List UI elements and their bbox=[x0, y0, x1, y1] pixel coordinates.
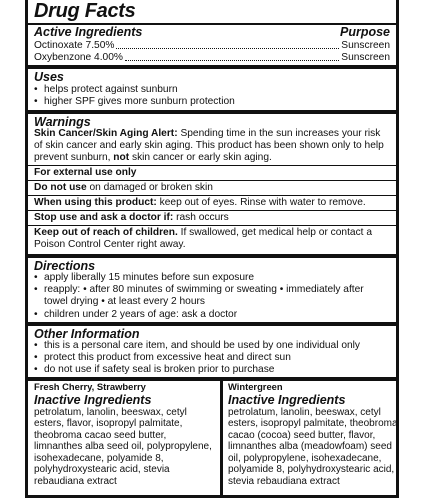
list-item: • do not use if safety seal is broken prior to purchase bbox=[34, 364, 390, 376]
list-item: • apply liberally 15 minutes before sun exposure bbox=[34, 272, 390, 284]
directions-heading: Directions bbox=[34, 259, 96, 273]
divider-thin bbox=[28, 210, 396, 211]
inactive-left-column bbox=[34, 381, 216, 487]
keep-out-of-reach bbox=[34, 227, 390, 251]
active-ingredient: Oxybenzone 4.00% bbox=[34, 52, 123, 63]
list-item: • children under 2 years of age: ask a doctor bbox=[34, 309, 390, 321]
do-not-use bbox=[34, 182, 390, 194]
list-item: • this is a personal care item, and should be used by one individual only bbox=[34, 340, 390, 352]
active-row bbox=[34, 40, 390, 52]
leader-dots bbox=[116, 40, 339, 49]
active-purpose: Sunscreen bbox=[341, 40, 390, 51]
inactive-text: petrolatum, lanolin, beeswax, cetyl esters, flavor, isopropyl palmitate, theobroma cacao seed butter, limnanthes alba seed oil, polypropylene, isohexadecane, polyamide 8, polyhydroxystearic acid, stevia rebaudiana extract bbox=[34, 406, 212, 487]
drug-facts-panel bbox=[25, 0, 399, 498]
alert-label: Skin Cancer/Skin Aging Alert: bbox=[34, 128, 178, 139]
uses-list bbox=[34, 84, 390, 108]
inactive-text: petrolatum, lanolin, beeswax, cetyl esters, isopropyl palmitate, theobroma cacao (cocoa) seed butter, flavor, limnanthes alba (meadowfoam) seed oil, polypropylene, isohexadecane, polyamide 8, polyhydroxystearic acid, stevia rebaudiana extract bbox=[228, 406, 398, 487]
when-using-label: When using this product: bbox=[34, 197, 157, 208]
divider-active bbox=[28, 65, 396, 69]
skin-cancer-alert bbox=[34, 128, 390, 165]
when-using bbox=[34, 197, 390, 209]
divider-warnings bbox=[28, 254, 396, 258]
list-item: • protect this product from excessive heat and direct sun bbox=[34, 352, 390, 364]
list-item: • helps protect against sunburn bbox=[34, 84, 390, 96]
divider-thin bbox=[28, 195, 396, 196]
keep-label: Keep out of reach of children. bbox=[34, 227, 178, 238]
stop-use bbox=[34, 212, 390, 224]
active-ingredients-heading: Active Ingredients bbox=[34, 25, 143, 39]
purpose-heading: Purpose bbox=[339, 25, 390, 39]
alert-text: Spending time in the sun increases your risk of skin cancer and early skin aging. This product has been shown only to help prevent sunburn, bbox=[34, 128, 384, 164]
column-divider bbox=[220, 379, 223, 498]
divider-thin bbox=[28, 180, 396, 181]
warnings-heading: Warnings bbox=[34, 115, 91, 129]
external-use: For external use only bbox=[34, 167, 137, 178]
active-purpose: Sunscreen bbox=[341, 52, 390, 63]
stop-use-label: Stop use and ask a doctor if: bbox=[34, 212, 174, 223]
inactive-heading: Inactive Ingredients bbox=[228, 392, 346, 407]
keep-text: If swallowed, get medical help or contact a Poison Control Center right away. bbox=[34, 227, 373, 251]
list-item: • reapply: • after 80 minutes of swimming or sweating • immediately after towel drying • at least every 2 hours bbox=[34, 284, 390, 308]
list-item: • higher SPF gives more sunburn protection bbox=[34, 96, 390, 108]
do-not-use-label: Do not use bbox=[34, 182, 87, 193]
alert-not: not bbox=[113, 152, 130, 164]
active-ingredient: Octinoxate 7.50% bbox=[34, 40, 115, 51]
flavor-label: Fresh Cherry, Strawberry bbox=[34, 381, 146, 392]
flavor-label: Wintergreen bbox=[228, 381, 283, 392]
other-info-list bbox=[34, 340, 390, 377]
other-info-heading: Other Information bbox=[34, 327, 140, 341]
uses-heading: Uses bbox=[34, 70, 64, 84]
divider-directions bbox=[28, 322, 396, 326]
directions-list bbox=[34, 272, 390, 321]
leader-dots bbox=[125, 52, 339, 61]
when-using-text: keep out of eyes. Rinse with water to remove. bbox=[156, 197, 366, 208]
divider-thin bbox=[28, 225, 396, 226]
drug-facts-title: Drug Facts bbox=[34, 0, 136, 22]
active-row bbox=[34, 52, 390, 64]
divider-uses bbox=[28, 110, 396, 114]
inactive-right-column bbox=[228, 381, 398, 487]
stop-use-text: rash occurs bbox=[173, 212, 229, 223]
inactive-heading: Inactive Ingredients bbox=[34, 392, 152, 407]
do-not-use-text: on damaged or broken skin bbox=[86, 182, 213, 193]
divider-thin bbox=[28, 165, 396, 166]
alert-text-end: skin cancer or early skin aging. bbox=[129, 152, 272, 164]
